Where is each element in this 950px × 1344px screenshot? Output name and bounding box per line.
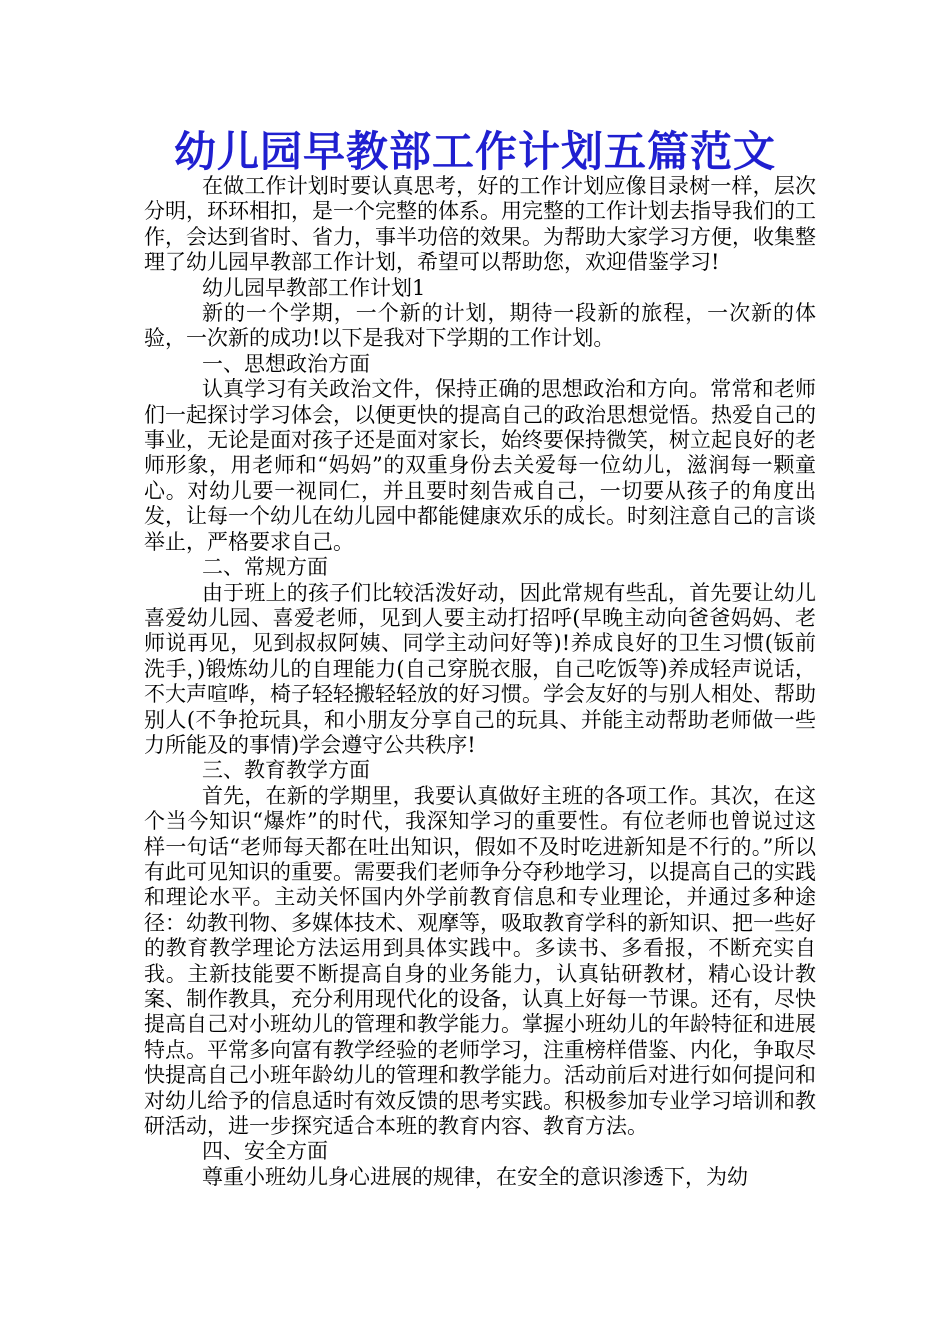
intro-paragraph: 在做工作计划时要认真思考，好的工作计划应像目录树一样，层次分明，环环相扣，是一个完整的体系。用完整的工作计划去指导我们的工作，会达到省时、省力，事半功倍的效果。为帮助大家学习方便，收集整理了幼儿园早教部工作计划，希望可以帮助您，欢迎借鉴学习! bbox=[144, 174, 816, 275]
part-body-routine: 由于班上的孩子们比较活泼好动，因此常规有些乱，首先要让幼儿喜爱幼儿园、喜爱老师，见到人要主动打招呼(早晚主动向爸爸妈妈、老师说再见，见到叔叔阿姨、同学主动问好等)!养成良好的卫生习惯(钣前洗手，)锻炼幼儿的自理能力(自己穿脱衣服，自己吃饭等)养成轻声说话，不大声喧哗，椅子轻轻搬轻轻放的好习惯。学会友好的与别人相处、帮助别人(不争抢玩具，和小朋友分享自己的玩具、并能主动帮助老师做一些力所能及的事情)学会遵守公共秩序! bbox=[144, 580, 816, 757]
section-title: 幼儿园早教部工作计划1 bbox=[202, 275, 426, 300]
part-heading-teaching: 三、教育教学方面 bbox=[202, 758, 370, 783]
part-heading-safety: 四、安全方面 bbox=[202, 1139, 328, 1164]
part-heading-routine: 二、常规方面 bbox=[202, 555, 328, 580]
part-body-teaching: 首先，在新的学期里，我要认真做好主班的各项工作。其次，在这个当今知识“爆炸”的时代，我深知学习的重要性。有位老师也曾说过这样一句话“老师每天都在吐出知识，假如不及时吃进新知是不行的。”所以有此可见知识的重要。需要我们老师争分夺秒地学习，以提高自己的实践和理论水平。主动关怀国内外学前教育信息和专业理论，并通过多种途径：幼教刊物、多媒体技术、观摩等，吸取教育学科的新知识、把一些好的教育教学理论方法运用到具体实践中。多读书、多看报，不断充实自我。主新技能要不断提高自身的业务能力，认真钻研教材，精心设计教案、制作教具，充分利用现代化的设备，认真上好每一节课。还有，尽快提高自己对小班幼儿的管理和教学能力。掌握小班幼儿的年龄特征和进展特点。平常多向富有教学经验的老师学习，注重榜样借鉴、内化，争取尽快提高自己小班年龄幼儿的管理和教学能力。活动前后对进行如何提问和对幼儿给予的信息适时有效反馈的思考实践。积极参加专业学习培训和教研活动，进一步探究适合本班的教育内容、教育方法。 bbox=[144, 783, 816, 1139]
part-body-politics: 认真学习有关政治文件，保持正确的思想政治和方向。常常和老师们一起探讨学习体会，以便更快的提高自己的政治思想觉悟。热爱自己的事业，无论是面对孩子还是面对家长，始终要保持微笑，树立起良好的老师形象，用老师和“妈妈”的双重身份去关爱每一位幼儿，滋润每一颗童心。对幼儿要一视同仁，并且要时刻告戒自己，一切要从孩子的角度出发，让每一个幼儿在幼儿园中都能健康欢乐的成长。时刻注意自己的言谈举止，严格要求自己。 bbox=[144, 377, 816, 554]
section-intro-paragraph: 新的一个学期，一个新的计划，期待一段新的旅程，一次新的体验，一次新的成功!以下是我对下学期的工作计划。 bbox=[144, 301, 816, 351]
document-title: 幼儿园早教部工作计划五篇范文 bbox=[173, 127, 776, 176]
part-body-safety: 尊重小班幼儿身心进展的规律，在安全的意识渗透下，为幼 bbox=[202, 1164, 748, 1189]
part-heading-politics: 一、思想政治方面 bbox=[202, 351, 370, 376]
document-body bbox=[144, 174, 816, 1190]
